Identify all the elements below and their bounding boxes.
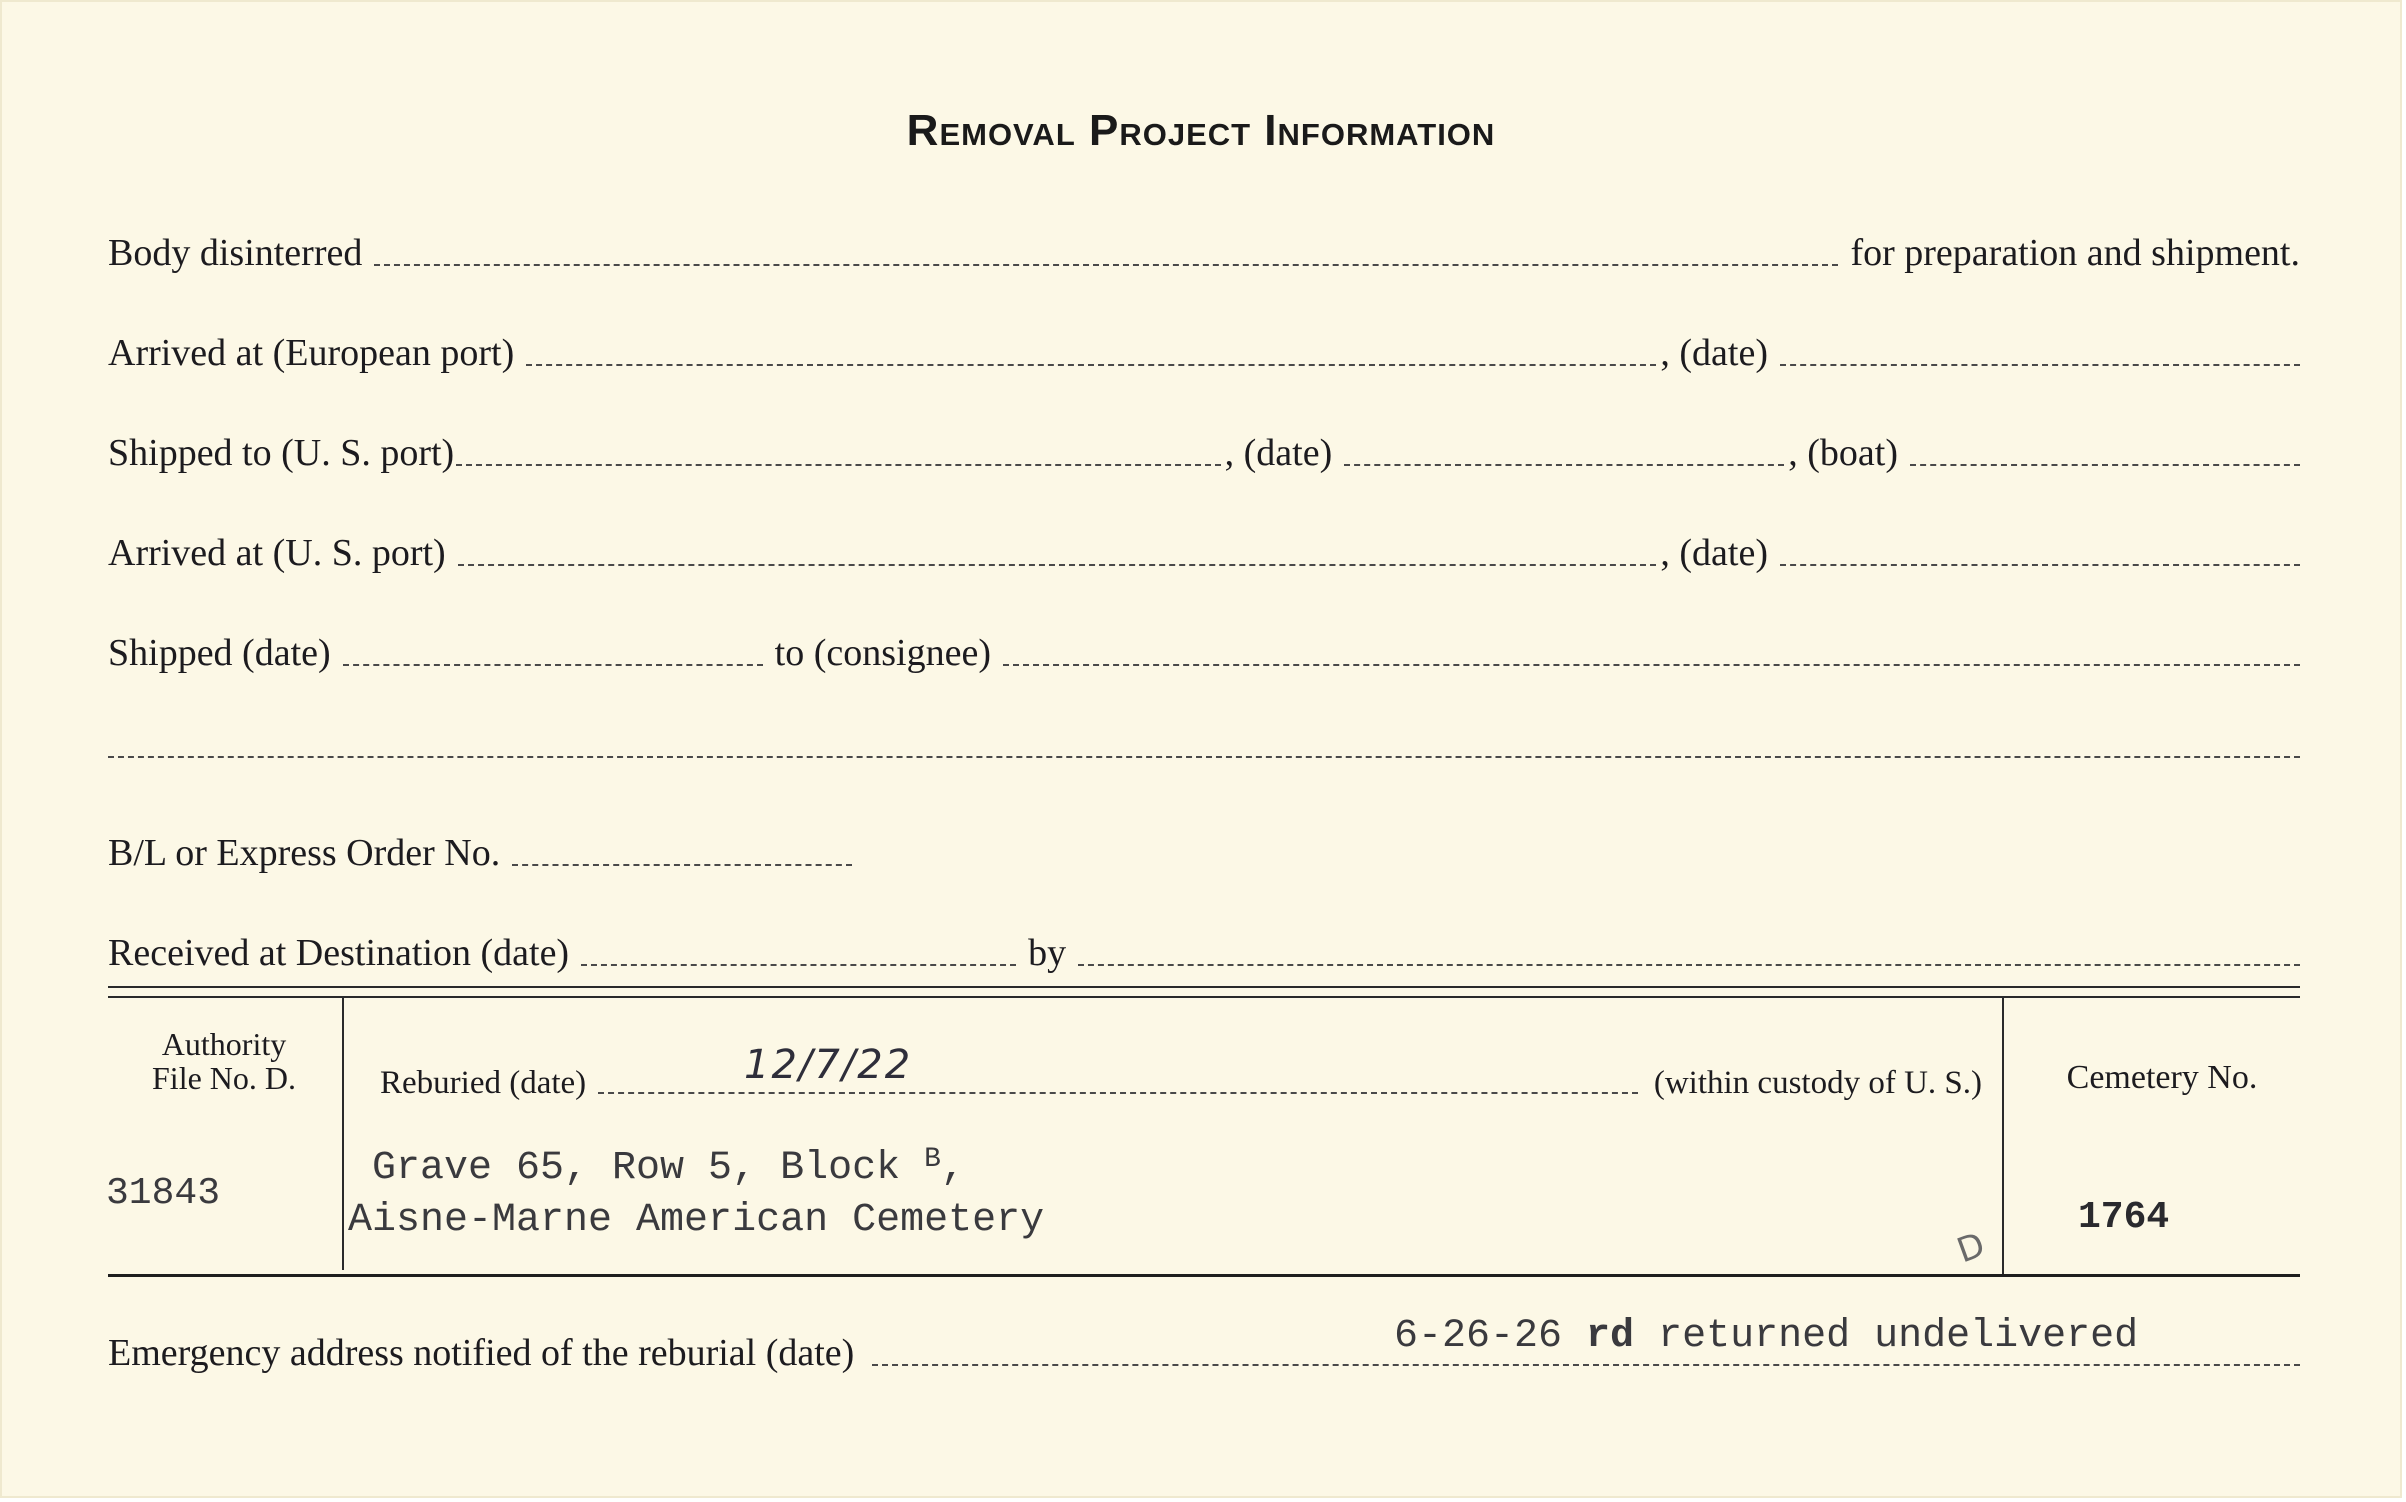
shipped-boat-label: , (boat) <box>1788 432 1898 474</box>
shipped-us-port-date-label: , (date) <box>1224 432 1333 474</box>
file-number-value: 31843 <box>106 1172 221 1215</box>
emergency-label: Emergency address notified of the reburial (date) <box>108 1332 855 1374</box>
arrived-us-port-line <box>458 564 1657 566</box>
shipped-us-port-row <box>108 420 2300 476</box>
received-row <box>108 920 2300 976</box>
body-disinterred-line <box>374 264 1838 266</box>
consignee-continuation-line <box>108 756 2300 758</box>
shipped-us-port-date-line <box>1344 464 1784 466</box>
table-bottom-rule <box>108 1274 2300 1277</box>
bl-row <box>108 820 2300 876</box>
consignee-continuation-row <box>108 712 2300 768</box>
authority-file-label: Authority File No. D. <box>152 1026 296 1096</box>
grave-location-line2: Aisne-Marne American Cemetery <box>348 1198 1045 1243</box>
shipped-date-line <box>343 664 763 666</box>
table-top-rule <box>108 986 2300 998</box>
bl-label: B/L or Express Order No. <box>108 832 501 874</box>
received-label: Received at Destination (date) <box>108 932 570 974</box>
custody-label: (within custody of U. S.) <box>1653 1065 1982 1101</box>
consignee-label: to (consignee) <box>774 632 991 674</box>
arrived-european-date-label: , (date) <box>1660 332 1768 374</box>
reburied-row <box>380 1048 1982 1104</box>
table-divider-left <box>342 998 344 1270</box>
page-title: Removal Project Information <box>906 106 1496 155</box>
shipped-boat-line <box>1910 464 2300 466</box>
grave-location-line1 <box>372 1146 965 1191</box>
arrived-us-port-date-label: , (date) <box>1660 532 1768 574</box>
reburied-label: Reburied (date) <box>380 1065 587 1101</box>
shipped-us-port-line <box>456 464 1220 466</box>
bl-line <box>512 864 852 866</box>
arrived-us-port-row <box>108 520 2300 576</box>
arrived-european-line <box>526 364 1656 366</box>
arrived-european-date-line <box>1780 364 2300 366</box>
grave-block-value: B <box>924 1144 941 1175</box>
emergency-value <box>1394 1314 2138 1359</box>
arrived-us-port-date-line <box>1780 564 2300 566</box>
grave-row-text: Grave 65, Row 5, Block <box>372 1146 901 1191</box>
body-disinterred-suffix: for preparation and shipment. <box>1850 232 2300 274</box>
emergency-note: returned undelivered <box>1658 1314 2139 1359</box>
table-divider-right <box>2002 998 2004 1276</box>
arrived-us-port-label: Arrived at (U. S. port) <box>108 532 446 574</box>
by-line <box>1078 964 2300 966</box>
shipped-consignee-row <box>108 620 2300 676</box>
by-label: by <box>1028 932 1067 974</box>
body-disinterred-row <box>108 220 2300 276</box>
emergency-line <box>872 1364 2300 1366</box>
emergency-date: 6-26-26 <box>1394 1314 1563 1359</box>
shipped-date-label: Shipped (date) <box>108 632 331 674</box>
received-date-line <box>581 964 1016 966</box>
grave-line1-comma: , <box>940 1146 965 1191</box>
arrived-european-label: Arrived at (European port) <box>108 332 515 374</box>
emergency-rd: rd <box>1586 1314 1635 1359</box>
cemetery-no-label: Cemetery No. <box>2066 1059 2258 1096</box>
body-disinterred-label: Body disinterred <box>108 232 363 274</box>
arrived-european-row <box>108 320 2300 376</box>
reburied-line <box>598 1092 1638 1094</box>
consignee-line <box>1003 664 2300 666</box>
pencil-mark: D <box>1951 1224 1991 1272</box>
reburied-date-value: 12/7/22 <box>744 1042 913 1088</box>
shipped-us-port-label: Shipped to (U. S. port) <box>108 432 455 474</box>
cemetery-no-value: 1764 <box>2078 1196 2170 1239</box>
